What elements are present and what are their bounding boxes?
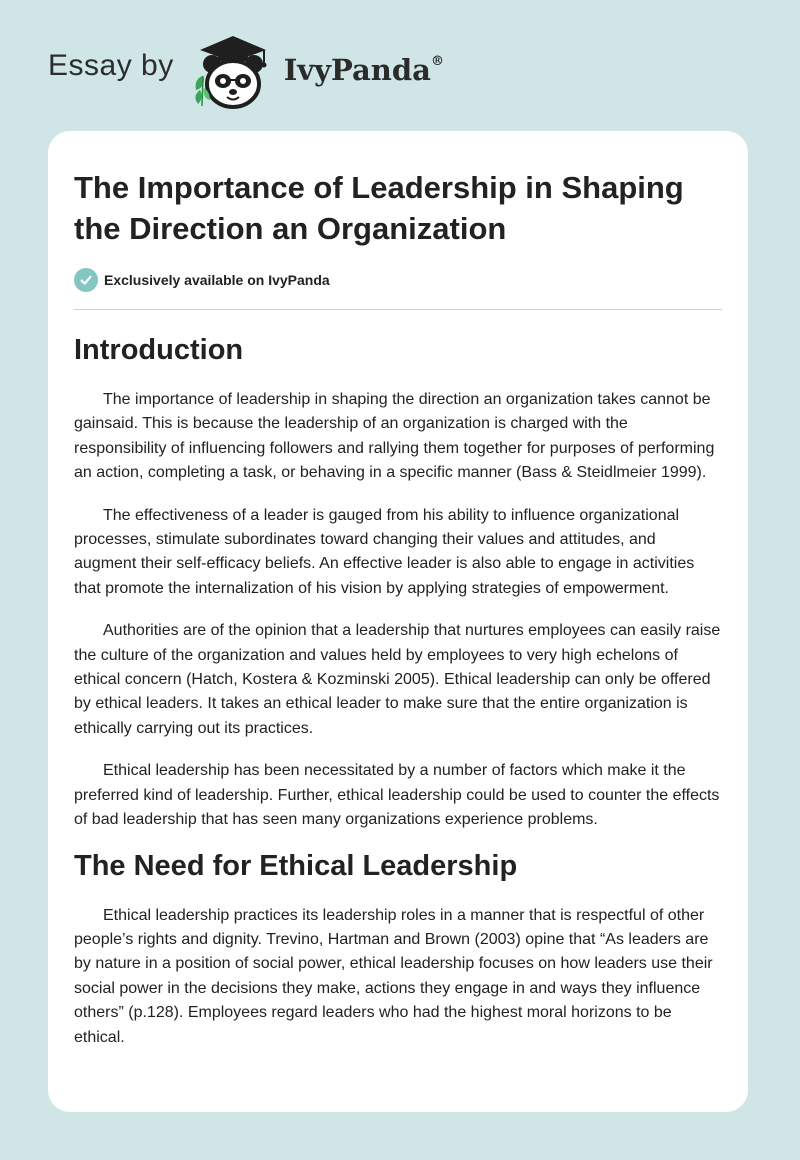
paragraph: Ethical leadership has been necessitated by a number of factors which make it the preferred kind of leadership. Further, ethical leadership could be used to counter the effects of bad leadership that has seen many organizations experience problems. — [74, 762, 720, 829]
paragraph: The importance of leadership in shaping the direction an organization takes cannot be gainsaid. This is because the leadership of an organization is charged with the responsibility of influencing followers and rallying them together for purposes of performing an action, completing a task, or behaving in a specific manner (Bass & Steidlmeier 1999). — [74, 391, 715, 482]
exclusive-badge-text: Exclusively available on IvyPanda — [104, 272, 330, 288]
registered-mark: ® — [430, 54, 444, 70]
brand-name — [284, 53, 444, 87]
title-divider — [74, 309, 722, 310]
panda-logo-icon — [188, 30, 280, 110]
section-heading-introduction: Introduction — [74, 334, 244, 366]
section-heading-ethical-leadership: The Need for Ethical Leadership — [74, 849, 518, 882]
essay-card — [48, 131, 748, 1112]
paragraph: Ethical leadership practices its leadership roles in a manner that is respectful of other people’s rights and dignity. Trevino, Hartman and Brown (2003) opine that “As leaders are by nature in a position of social power, ethical leadership focuses on how leaders use their social power in the decisions they make, actions they engage in and ways they influence others” (p.128). Employees regard leaders who had the highest moral horizons to be ethical. — [74, 906, 713, 1046]
brand-name-text: IvyPanda — [283, 53, 431, 87]
brand-header — [48, 30, 444, 110]
essay-title: The Importance of Leadership in Shaping the Direction an Organization — [74, 170, 684, 246]
brand-prefix: Essay by — [48, 49, 174, 82]
checkmark-icon — [74, 268, 98, 292]
paragraph: The effectiveness of a leader is gauged from his ability to influence organizational processes, stimulate subordinates toward changing their values and attitudes, and augment their self-efficacy beliefs. An effective leader is also able to engage in activities that promote the internalization of his vision by applying strategies of empowerment. — [74, 506, 695, 597]
paragraph: Authorities are of the opinion that a leadership that nurtures employees can easily raise the culture of the organization and values held by employees to very high echelons of ethical concern (Hatch, Kostera & Kozminski 2005). Ethical leadership can only be offered by ethical leaders. It takes an ethical leader to make sure that the entire organization is ethically carrying out its practices. — [74, 622, 721, 737]
exclusive-badge — [74, 267, 722, 293]
